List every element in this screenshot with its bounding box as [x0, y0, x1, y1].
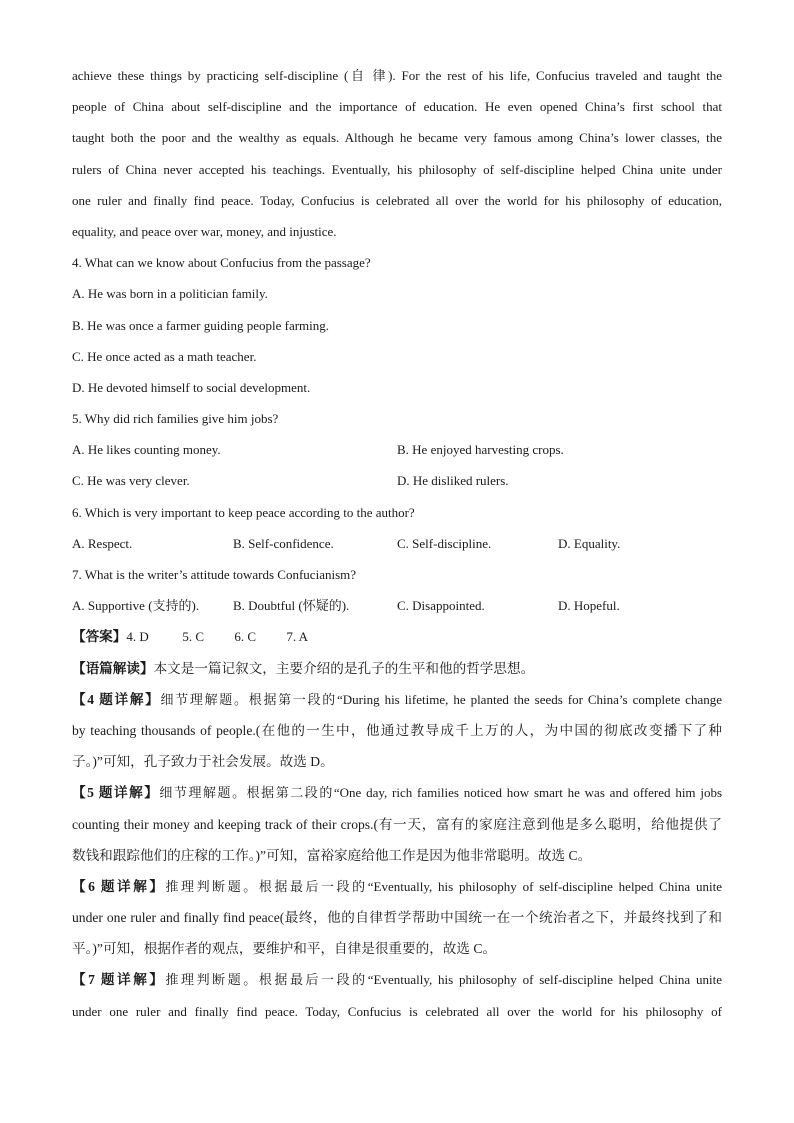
question-6: [72, 497, 722, 559]
option-a: A. He likes counting money.: [72, 442, 221, 458]
explanation-line: [72, 684, 722, 715]
option-a: A. Supportive (支持的).: [72, 598, 200, 614]
explanation-text: 推理判断题。根据最后一段的“Eventually, his philosophy of self-discipline helped China unite: [165, 972, 722, 988]
option-d: D. He devoted himself to social development.: [72, 379, 311, 395]
option-b: B. He was once a farmer guiding people farming.: [72, 317, 330, 333]
option-a: A. Respect.: [72, 535, 133, 551]
option-d: D. He disliked rulers.: [397, 473, 509, 489]
passage: [72, 60, 722, 247]
explanation-line: under one ruler and finally find peace(最终，他的自律哲学帮助中国统一在一个统治者之下，并最终找到了和: [72, 910, 722, 926]
explanation-7: [72, 964, 722, 1026]
explanation-line: by teaching thousands of people.(在他的一生中，他通过教导成千上万的人，为中国的彻底改变播下了种: [72, 722, 722, 738]
explanation-text: 细节理解题。根据第二段的“One day, rich families noticed how smart he was and offered him jobs: [159, 785, 722, 801]
passage-line: rulers of China never accepted his teachings. Eventually, his philosophy of self-discipline helped China unite under: [72, 161, 722, 177]
explanation-line: 子。)”可知，孔子致力于社会发展。故选 D。: [72, 754, 334, 770]
explanation-line: 平。)”可知，根据作者的观点，要维护和平，自律是很重要的，故选 C。: [72, 941, 497, 957]
option-c: C. Disappointed.: [397, 598, 485, 614]
explanation-line: under one ruler and finally find peace. Today, Confucius is celebrated all over the world for his philosophy of: [72, 1003, 722, 1019]
summary: [72, 653, 722, 684]
option-row: [72, 465, 722, 496]
question-4: [72, 247, 722, 403]
explanation-line: [72, 964, 722, 995]
summary-text: 本文是一篇记叙文，主要介绍的是孔子的生平和他的哲学思想。: [153, 660, 535, 676]
option-a: A. He was born in a politician family.: [72, 286, 268, 302]
option-c: C. He was very clever.: [72, 473, 190, 489]
option-row: [72, 590, 722, 621]
explanation-5: [72, 777, 722, 871]
answer-4: 4. D: [126, 629, 149, 645]
question-5: [72, 403, 722, 497]
explanation-line: [72, 871, 722, 902]
question-stem: 7. What is the writer’s attitude towards Confucianism?: [72, 567, 357, 582]
option-b: B. Self-confidence.: [233, 535, 334, 551]
answer-label: 【答案】: [72, 629, 127, 645]
option-c: C. Self-discipline.: [397, 535, 492, 551]
explanation-text: 细节理解题。根据第一段的“During his lifetime, he planted the seeds for China’s complete change: [160, 691, 722, 707]
document-page: [72, 60, 722, 1027]
explanation-label: 【6 题详解】: [72, 878, 166, 894]
question-stem: 6. Which is very important to keep peace according to the author?: [72, 504, 415, 520]
answer-5: 5. C: [182, 629, 205, 645]
passage-line: equality, and peace over war, money, and injustice.: [72, 223, 337, 239]
explanation-label: 【5 题详解】: [72, 785, 160, 801]
explanation-label: 【4 题详解】: [72, 691, 161, 707]
explanation-label: 【7 题详解】: [72, 972, 166, 988]
explanation-6: [72, 871, 722, 965]
passage-line: taught both the poor and the wealthy as equals. Although he became very famous among China’s lower classes, the: [72, 130, 722, 146]
explanation-line: 数钱和跟踪他们的庄稼的工作。)”可知，富裕家庭给他工作是因为他非常聪明。故选 C。: [72, 847, 592, 863]
explanation-text: 推理判断题。根据最后一段的“Eventually, his philosophy of self-discipline helped China unite: [165, 878, 722, 894]
explanation-line: [72, 777, 722, 808]
option-d: D. Equality.: [558, 535, 621, 551]
option-row: [72, 434, 722, 465]
option-c: C. He once acted as a math teacher.: [72, 348, 257, 364]
passage-line: one ruler and finally find peace. Today, Confucius is celebrated all over the world for his philosophy of education,: [72, 192, 722, 208]
summary-label: 【语篇解读】: [72, 660, 154, 676]
answer-6: 6. C: [234, 629, 257, 645]
question-stem: 5. Why did rich families give him jobs?: [72, 411, 279, 427]
passage-line: achieve these things by practicing self-discipline (自 律). For the rest of his life, Confucius traveled and taught the: [72, 68, 722, 83]
question-7: [72, 559, 722, 621]
question-stem: 4. What can we know about Confucius from the passage?: [72, 255, 371, 271]
option-b: B. He enjoyed harvesting crops.: [397, 442, 564, 458]
answer-key: [72, 621, 722, 652]
option-b: B. Doubtful (怀疑的).: [233, 598, 350, 614]
option-d: D. Hopeful.: [558, 598, 620, 614]
explanation-line: counting their money and keeping track of their crops.(有一天，富有的家庭注意到他是多么聪明，给他提供了: [72, 816, 722, 832]
explanation-4: [72, 684, 722, 778]
option-row: [72, 528, 722, 559]
answer-7: 7. A: [286, 629, 309, 645]
passage-line: people of China about self-discipline and the importance of education. He even opened China’s first school that: [72, 99, 722, 115]
